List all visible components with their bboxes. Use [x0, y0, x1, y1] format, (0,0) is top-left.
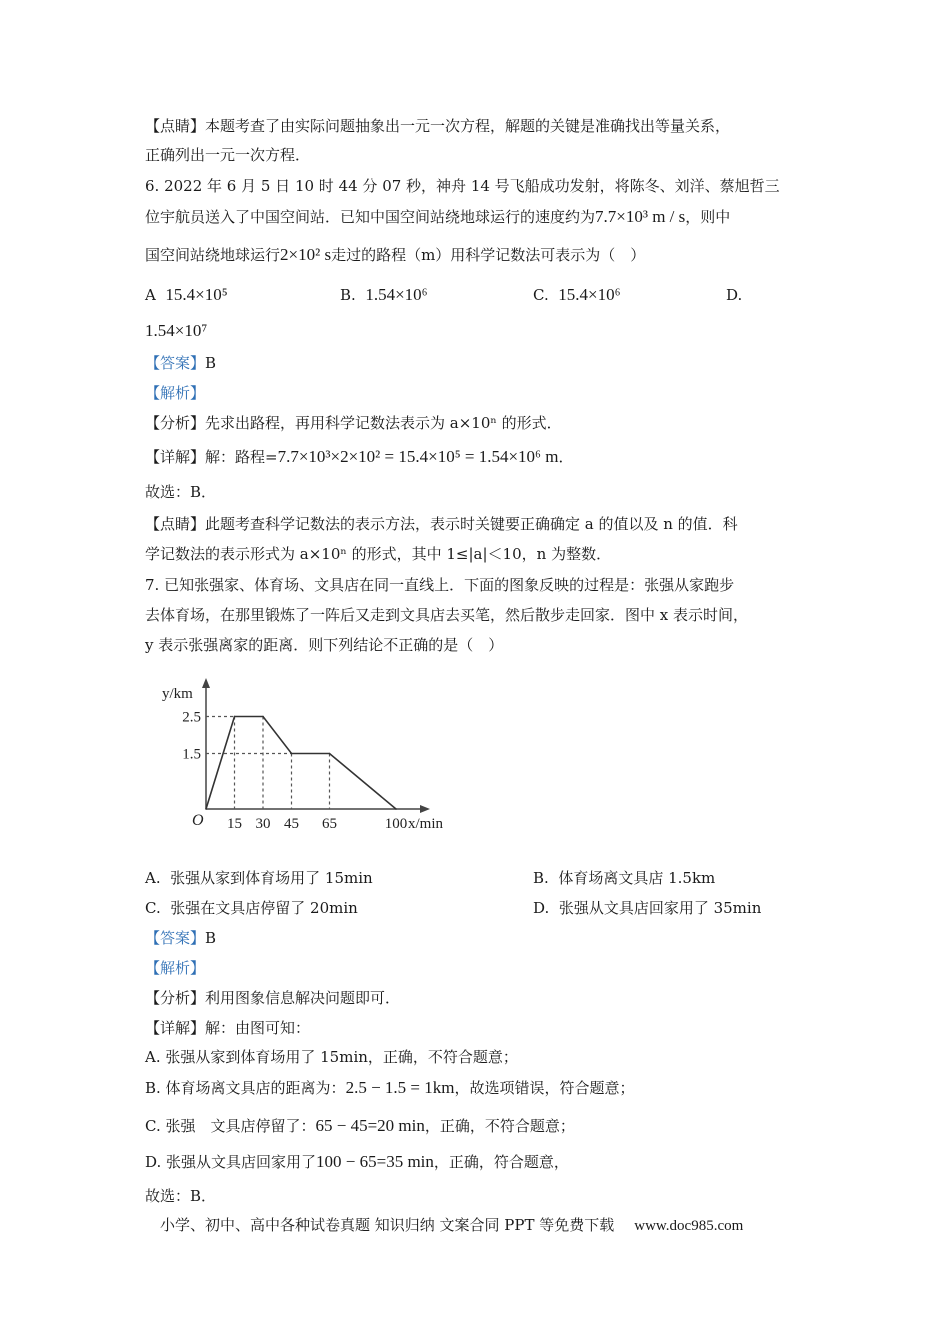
q6-answer: [145, 353, 216, 373]
q7-option-c[interactable]: [145, 898, 358, 918]
x-axis-label: x/min: [408, 816, 444, 832]
q6-dianjing-2: 学记数法的表示形式为 a×10ⁿ 的形式，其中 1≤|a|＜10，n 为整数．: [145, 545, 612, 563]
option-text: 张强从家到体育场用了 15min: [170, 869, 373, 887]
q6-option-d-value: [145, 321, 207, 341]
answer-value: B: [205, 929, 217, 947]
q7-option-d[interactable]: [533, 898, 761, 918]
x-tick-label: 65: [322, 816, 337, 832]
q7-detail-c: [145, 1116, 575, 1136]
detail-d-text: D. 张强从文具店回家用了: [145, 1153, 317, 1171]
q7-option-a[interactable]: [145, 868, 373, 888]
q7-answer: [145, 928, 216, 948]
footer-text: 小学、初中、高中各种试卷真题 知识归纳 文案合同 PPT 等免费下载: [160, 1216, 615, 1234]
data-point: [329, 753, 331, 755]
detail-c-math: 65 − 45=20 min: [315, 1116, 425, 1135]
y-axis-label: y/km: [162, 686, 193, 702]
option-letter: B.: [533, 869, 549, 887]
q6-option-b[interactable]: [340, 285, 428, 305]
detail-b-tail: ，故选项错误，符合题意；: [454, 1079, 635, 1097]
detail-c-tail: ，正确，不符合题意；: [424, 1117, 575, 1135]
x-tick-label: 30: [255, 816, 271, 832]
option-value: 15.4×10⁵: [165, 285, 228, 304]
detail-d-tail: ，正确，符合题意，: [433, 1153, 569, 1171]
option-value: 1.54×10⁷: [145, 321, 208, 340]
q6-option-c[interactable]: [533, 285, 621, 305]
option-letter: C.: [145, 899, 161, 917]
option-letter: A.: [145, 869, 161, 887]
q6-fenxi: 【分析】先求出路程，再用科学记数法表示为 a×10ⁿ 的形式．: [145, 414, 562, 432]
q6-detail: [145, 447, 573, 467]
x-tick-label: 100: [384, 816, 408, 832]
detail-d-math: 100 − 65=35 min: [316, 1152, 434, 1171]
y-tick-label: 2.5: [182, 709, 201, 726]
origin-label: O: [192, 812, 204, 829]
q7-choose: 故选：B．: [145, 1187, 217, 1205]
q6-line-2: [145, 207, 730, 227]
option-value: 15.4×10⁶: [558, 285, 621, 304]
option-letter: C.: [533, 286, 549, 304]
dianjing-line-1: 【点睛】本题考查了由实际问题抽象出一元一次方程，解题的关键是准确找出等量关系，: [145, 117, 731, 135]
q6-option-d[interactable]: [726, 285, 742, 305]
data-point: [395, 808, 397, 810]
q6-line-3: [145, 245, 645, 265]
data-point: [234, 716, 236, 718]
answer-label: 【答案】: [145, 354, 206, 372]
option-text: 张强从文具店回家用了 35min: [558, 899, 762, 917]
option-letter: A: [145, 286, 156, 304]
q7-line-2: 去体育场，在那里锻炼了一阵后又走到文具店去买笔，然后散步走回家．图中 x 表示时间，: [145, 606, 748, 624]
answer-label: 【答案】: [145, 929, 206, 947]
option-text: 张强在文具店停留了 20min: [170, 899, 358, 917]
detail-b-math: 2.5 − 1.5 = 1km: [345, 1078, 455, 1097]
q7-option-b[interactable]: [533, 868, 715, 888]
option-letter: B.: [340, 286, 356, 304]
page-footer: [160, 1214, 743, 1235]
x-tick-label: 15: [227, 816, 242, 832]
q7-detail-a: A. 张强从家到体育场用了 15min，正确，不符合题意；: [145, 1048, 518, 1066]
q6-analysis-label: 【解析】: [145, 384, 206, 402]
q6-line2-tail: ，则中: [685, 208, 731, 226]
data-point: [291, 753, 293, 755]
detail-b-text: B. 体育场离文具店的距离为：: [145, 1079, 346, 1097]
q6-line3-text: 国空间站绕地球运行: [145, 246, 281, 264]
option-letter: D.: [533, 899, 550, 917]
q6-speed-math: 7.7×10³ m / s: [595, 207, 686, 226]
q7-detail-b: [145, 1078, 634, 1098]
q6-line-1: 6. 2022 年 6 月 5 日 10 时 44 分 07 秒，神舟 14 号飞船成功发射，将陈冬、刘洋、蔡旭哲三: [145, 177, 780, 195]
distance-time-graph: [158, 678, 458, 838]
x-axis-arrow: [420, 805, 430, 813]
q6-dianjing-1: 【点睛】此题考查科学记数法的表示方法，表示时关键要正确确定 a 的值以及 n 的值．科: [145, 515, 738, 533]
q6-time-math: 2×10² s: [280, 245, 332, 264]
detail-label: 【详解】解：路程=: [145, 448, 278, 466]
dianjing-line-2: 正确列出一元一次方程．: [145, 146, 311, 164]
data-point: [262, 716, 264, 718]
q7-line-3: y 表示张强离家的距离．则下列结论不正确的是（ ）: [145, 636, 504, 654]
q6-choose: 故选：B．: [145, 483, 217, 501]
q6-line3-tail: 走过的路程（m）用科学记数法可表示为（ ）: [331, 246, 646, 264]
q7-fenxi: 【分析】利用图象信息解决问题即可．: [145, 989, 401, 1007]
option-value: 1.54×10⁶: [365, 285, 428, 304]
footer-url[interactable]: www.doc985.com: [634, 1218, 744, 1234]
q7-analysis-label: 【解析】: [145, 959, 206, 977]
option-text: 体育场离文具店 1.5km: [558, 869, 716, 887]
y-tick-label: 1.5: [182, 746, 201, 763]
data-point: [205, 808, 207, 810]
y-axis-arrow: [202, 678, 210, 688]
detail-end: ．: [558, 448, 574, 466]
q7-line-1: 7. 已知张强家、体育场、文具店在同一直线上．下面的图象反映的过程是：张强从家跑步: [145, 576, 735, 594]
q7-detail: 【详解】解：由图可知：: [145, 1019, 311, 1037]
answer-value: B: [205, 354, 217, 372]
q6-line2-text: 位宇航员送入了中国空间站．已知中国空间站绕地球运行的速度约为: [145, 208, 596, 226]
q7-detail-d: [145, 1152, 569, 1172]
detail-math: 7.7×10³×2×10² = 15.4×10⁵ = 1.54×10⁶ m: [277, 447, 559, 466]
x-tick-label: 45: [284, 816, 299, 832]
option-letter: D.: [726, 286, 743, 304]
q6-option-a[interactable]: [145, 285, 228, 305]
detail-c-text: C. 张强 文具店停留了：: [145, 1117, 316, 1135]
